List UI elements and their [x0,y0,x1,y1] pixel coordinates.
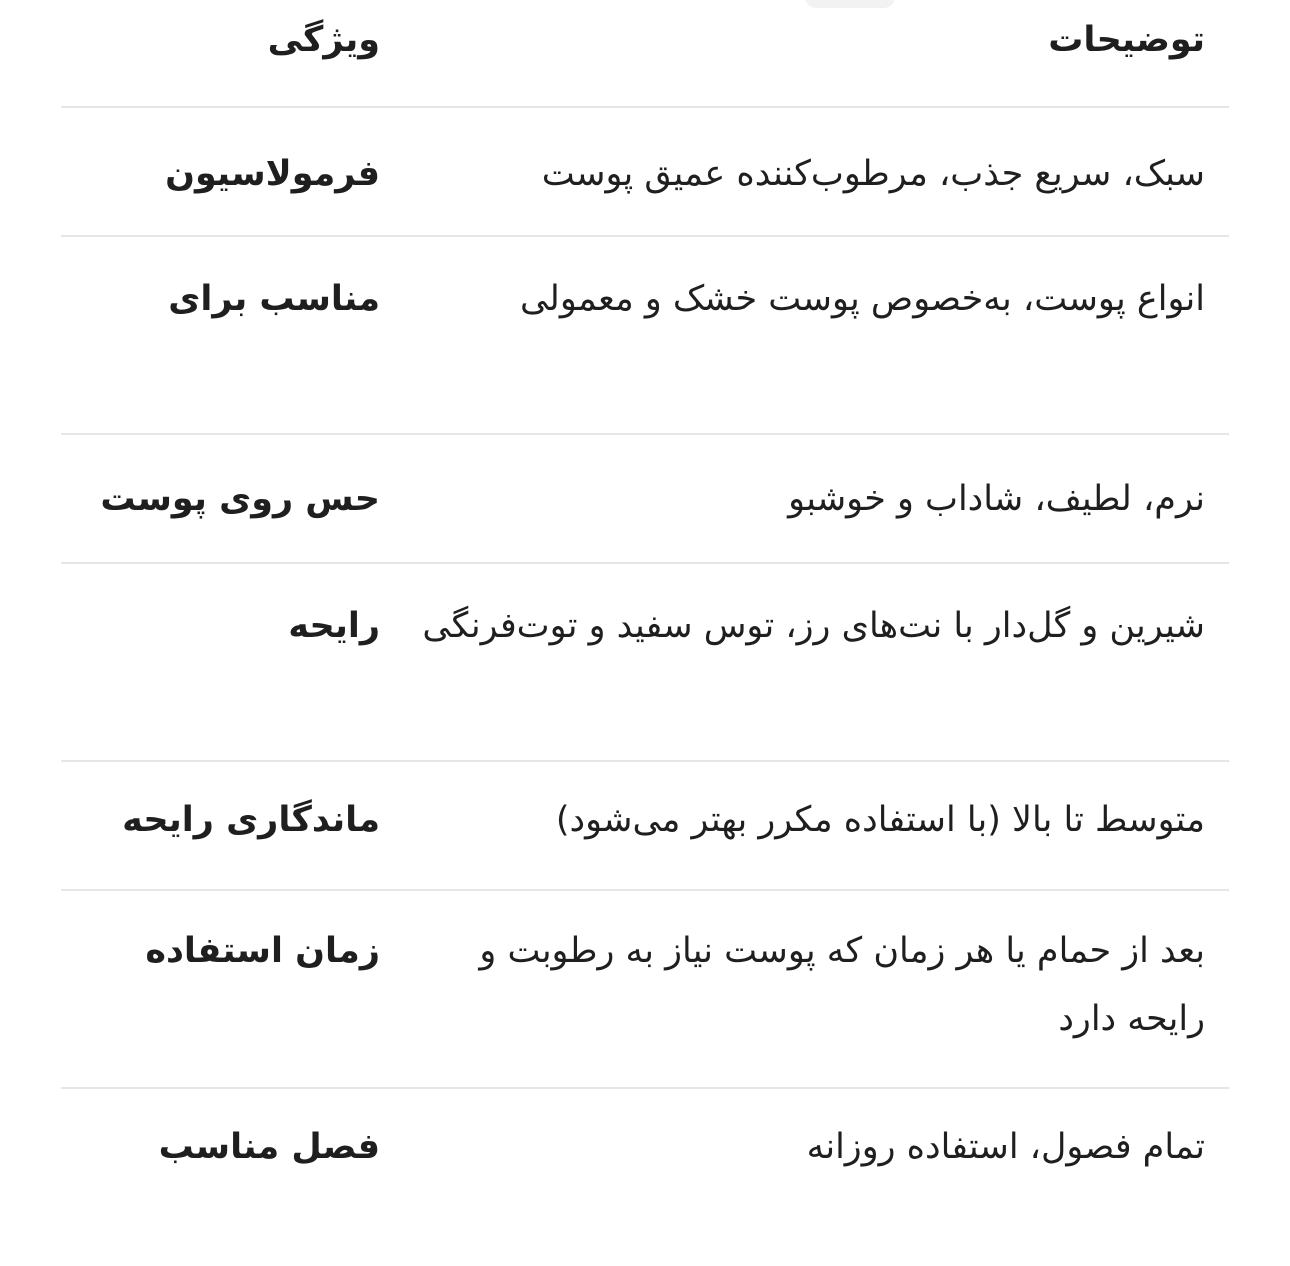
features-table [61,0,1229,1229]
row-description: سبک، سریع جذب، مرطوب‌کننده عمیق پوست [541,154,1205,194]
table-row [61,108,1229,237]
header-description: توضیحات [1048,20,1205,60]
table-row [61,237,1229,435]
row-feature: مناسب برای [168,279,380,319]
row-description: انواع پوست، به‌خصوص پوست خشک و معمولی [520,279,1205,319]
table-header-row [61,0,1229,108]
row-description: بعد از حمام یا هر زمان که پوست نیاز به رطوبت و رایحه دارد [479,931,1205,1039]
header-feature: ویژگی [267,20,380,60]
table-row [61,1089,1229,1229]
row-description: نرم، لطیف، شاداب و خوشبو [788,479,1205,519]
row-description: شیرین و گل‌دار با نت‌های رز، توس سفید و توت‌فرنگی [422,606,1205,646]
table-row [61,564,1229,762]
table-row [61,762,1229,891]
row-feature: فصل مناسب [158,1127,380,1167]
row-description: متوسط تا بالا (با استفاده مکرر بهتر می‌شود) [555,800,1205,840]
row-feature: زمان استفاده [145,931,380,971]
row-feature: ماندگاری رایحه [122,800,380,840]
table-row [61,891,1229,1089]
table-row [61,435,1229,564]
row-description: تمام فصول، استفاده روزانه [806,1127,1205,1167]
row-feature: حس روی پوست [100,479,380,519]
row-feature: فرمولاسیون [165,154,380,194]
row-feature: رایحه [288,606,380,646]
